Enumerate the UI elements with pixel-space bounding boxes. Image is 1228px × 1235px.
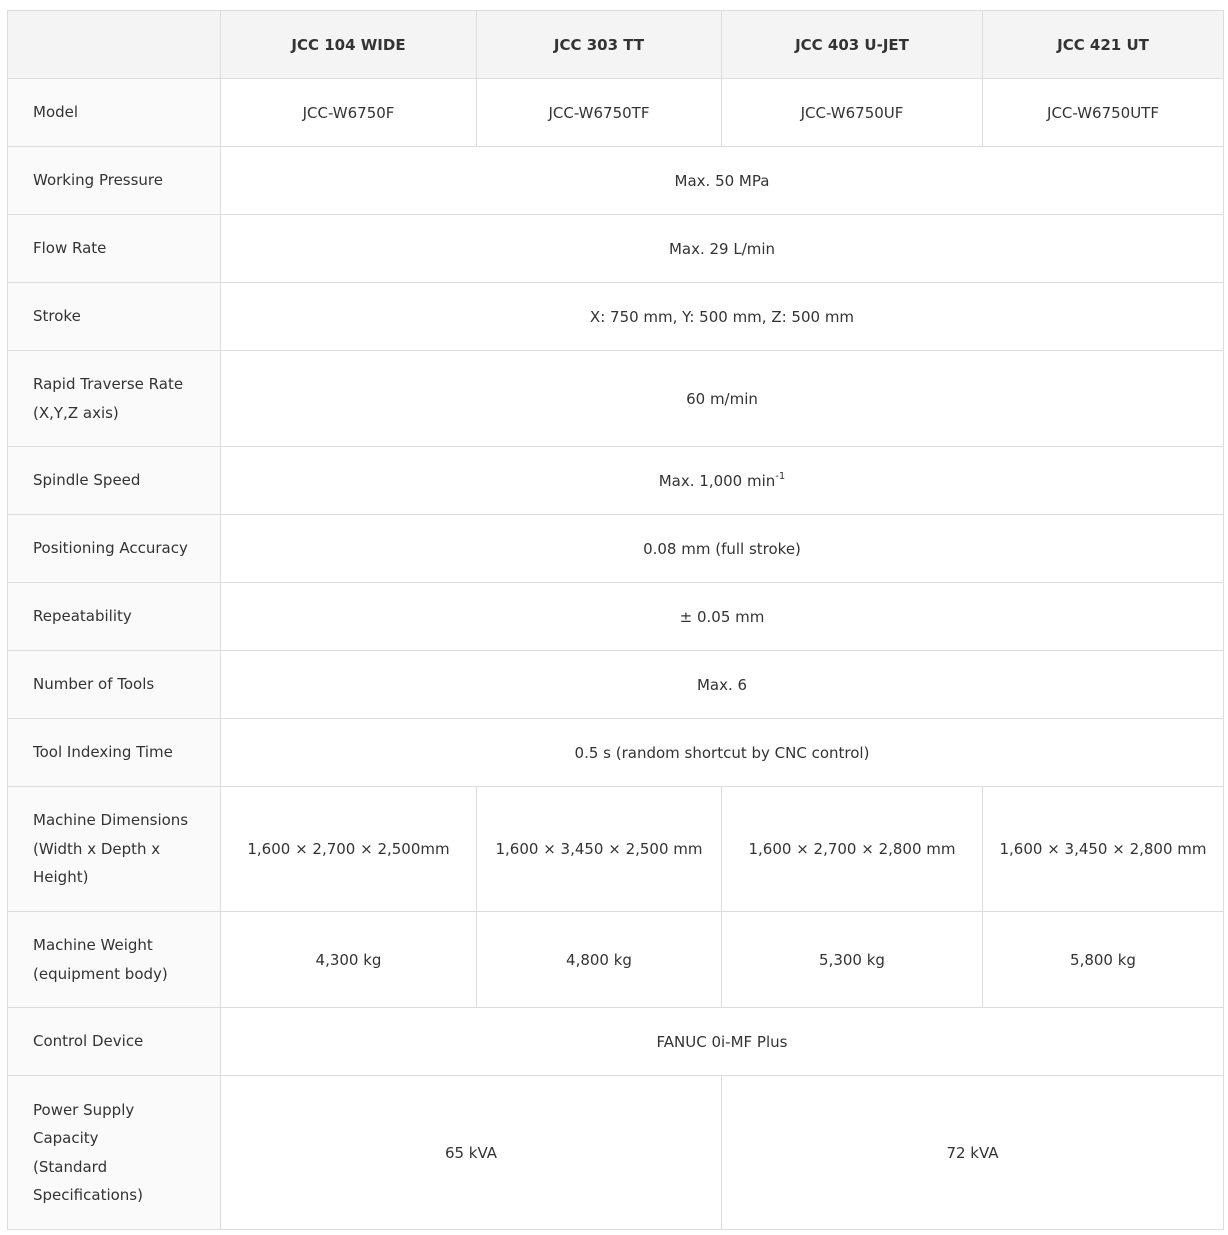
spindle-speed-exponent: -1 <box>775 470 786 482</box>
table-row-stroke <box>8 283 1224 351</box>
row-label-line: Rapid Traverse Rate <box>33 375 184 393</box>
column-header: JCC 403 U-JET <box>722 11 983 79</box>
cell-value: 65 kVA <box>221 1076 722 1230</box>
row-label-line: Capacity <box>33 1129 99 1147</box>
row-label-line: Power Supply <box>33 1100 135 1119</box>
spec-table <box>7 10 1224 1230</box>
cell-value <box>221 447 1224 515</box>
row-label: Working Pressure <box>8 147 221 215</box>
row-label <box>8 912 221 1008</box>
row-label-line: Height) <box>33 868 89 887</box>
table-row-positioning-accuracy <box>8 515 1224 583</box>
table-row-machine-weight <box>8 912 1224 1008</box>
spindle-speed-value: Max. 1,000 min <box>658 471 776 490</box>
row-label <box>8 351 221 447</box>
cell-value: 1,600 × 2,700 × 2,800 mm <box>722 787 983 912</box>
row-label-line: Machine Weight <box>33 936 153 954</box>
cell-value: 1,600 × 3,450 × 2,800 mm <box>983 787 1224 912</box>
row-label-line: (equipment body) <box>33 964 168 983</box>
cell-value: 5,800 kg <box>983 912 1224 1008</box>
cell-value: FANUC 0i-MF Plus <box>221 1008 1224 1076</box>
cell-value: 0.5 s (random shortcut by CNC control) <box>221 719 1224 787</box>
table-row-control-device <box>8 1008 1224 1076</box>
row-label: Tool Indexing Time <box>8 719 221 787</box>
cell-value: 1,600 × 3,450 × 2,500 mm <box>477 787 722 912</box>
row-label-line: Machine Dimensions <box>33 811 189 830</box>
table-row-machine-dimensions <box>8 787 1224 912</box>
row-label: Stroke <box>8 283 221 351</box>
row-label: Flow Rate <box>8 215 221 283</box>
row-label-line: (Standard <box>33 1157 108 1176</box>
header-row <box>8 11 1224 79</box>
cell-value: Max. 6 <box>221 651 1224 719</box>
cell-value: Max. 29 L/min <box>221 215 1224 283</box>
cell-value: 1,600 × 2,700 × 2,500mm <box>221 787 477 912</box>
table-row-model <box>8 79 1224 147</box>
cell-value: JCC-W6750TF <box>477 79 722 147</box>
column-header: JCC 104 WIDE <box>221 11 477 79</box>
table-row-power-supply <box>8 1076 1224 1230</box>
cell-value: 72 kVA <box>722 1076 1224 1230</box>
header-corner <box>8 11 221 79</box>
row-label: Number of Tools <box>8 651 221 719</box>
cell-value: ± 0.05 mm <box>221 583 1224 651</box>
cell-value: JCC-W6750UTF <box>983 79 1224 147</box>
cell-value: 60 m/min <box>221 351 1224 447</box>
row-label <box>8 787 221 912</box>
row-label: Positioning Accuracy <box>8 515 221 583</box>
cell-value: JCC-W6750UF <box>722 79 983 147</box>
row-label-line: (X,Y,Z axis) <box>33 403 119 422</box>
cell-value: 0.08 mm (full stroke) <box>221 515 1224 583</box>
cell-value: X: 750 mm, Y: 500 mm, Z: 500 mm <box>221 283 1224 351</box>
row-label: Repeatability <box>8 583 221 651</box>
row-label-line: (Width x Depth x <box>33 839 161 858</box>
table-row-number-of-tools <box>8 651 1224 719</box>
row-label <box>8 1076 221 1230</box>
row-label: Spindle Speed <box>8 447 221 515</box>
table-row-repeatability <box>8 583 1224 651</box>
cell-value: JCC-W6750F <box>221 79 477 147</box>
column-header: JCC 303 TT <box>477 11 722 79</box>
table-row-spindle-speed <box>8 447 1224 515</box>
table-row-flow-rate <box>8 215 1224 283</box>
row-label: Control Device <box>8 1008 221 1076</box>
table-row-tool-indexing <box>8 719 1224 787</box>
column-header: JCC 421 UT <box>983 11 1224 79</box>
table-row-rapid-traverse <box>8 351 1224 447</box>
row-label: Model <box>8 79 221 147</box>
table-row-working-pressure <box>8 147 1224 215</box>
cell-value: 5,300 kg <box>722 912 983 1008</box>
cell-value: 4,300 kg <box>221 912 477 1008</box>
cell-value: 4,800 kg <box>477 912 722 1008</box>
row-label-line: Specifications) <box>33 1186 143 1204</box>
cell-value: Max. 50 MPa <box>221 147 1224 215</box>
